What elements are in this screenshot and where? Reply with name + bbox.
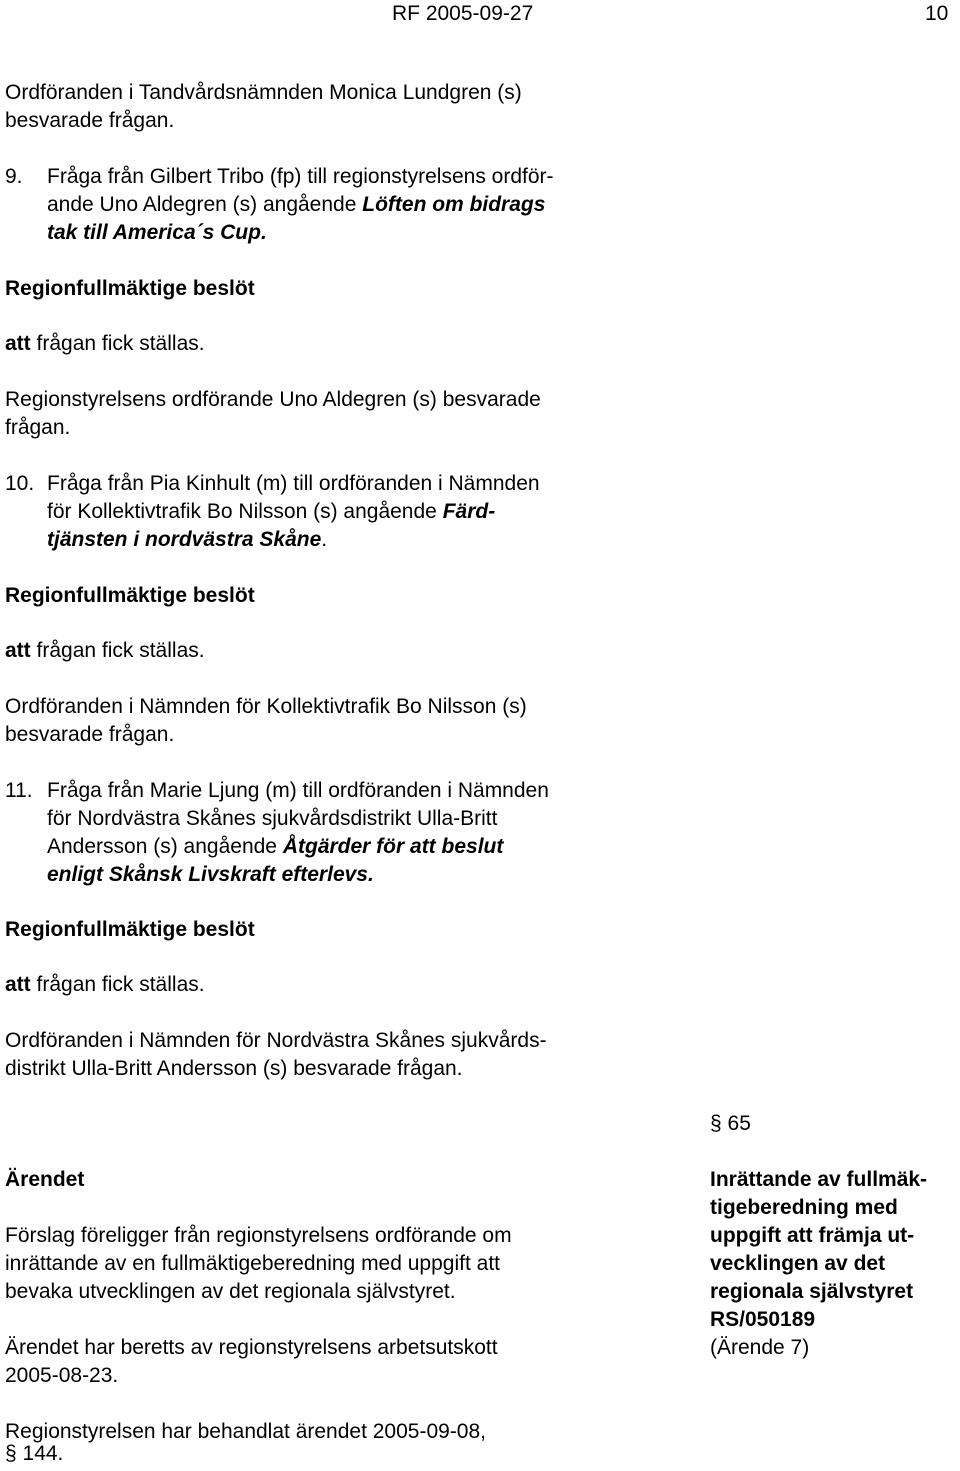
decision-text: [5, 637, 205, 665]
question-line: Fråga från Gilbert Tribo (fp) till regionstyrelsens ordför-: [47, 165, 554, 188]
decision-rest: frågan fick ställas.: [30, 332, 205, 355]
question-text: .: [321, 528, 328, 551]
paragraph-line: Regionstyrelsen har behandlat ärendet 2005-09-08,: [5, 1420, 487, 1443]
side-title-line: regionala självstyret: [710, 1280, 914, 1303]
side-title-line: vecklingen av det: [710, 1252, 886, 1275]
case-number: RS/050189: [710, 1308, 816, 1331]
paragraph-line: Ordföranden i Nämnden för Nordvästra Skånes sjukvårds-: [5, 1029, 547, 1052]
question-subject: Färd-: [442, 500, 496, 523]
decision-heading: Regionfullmäktige beslöt: [5, 584, 255, 607]
paragraph-line: Regionstyrelsens ordförande Uno Aldegren (s) besvarade: [5, 388, 541, 411]
paragraph-line: distrikt Ulla-Britt Andersson (s) besvarade frågan.: [5, 1057, 463, 1080]
paragraph-line: Ordföranden i Tandvårdsnämnden Monica Lundgren (s): [5, 81, 522, 104]
att-keyword: att: [5, 332, 31, 355]
question-subject: Åtgärder för att beslut: [282, 835, 504, 858]
header-date: RF 2005-09-27: [392, 2, 534, 25]
decision-text: [5, 330, 205, 358]
side-title-line: uppgift att främja ut-: [710, 1224, 915, 1247]
question-text: för Kollektivtrafik Bo Nilsson (s) angående: [47, 500, 443, 523]
question-subject: tjänsten i nordvästra Skåne: [47, 528, 322, 551]
question-text: ande Uno Aldegren (s) angående: [47, 193, 363, 216]
question-line: [47, 526, 327, 554]
paragraph-line: frågan.: [5, 416, 71, 439]
question-line: Fråga från Pia Kinhult (m) till ordföranden i Nämnden: [47, 472, 540, 495]
question-subject: tak till America´s Cup.: [47, 221, 267, 244]
question-line: för Nordvästra Skånes sjukvårdsdistrikt Ulla-Britt: [47, 807, 498, 830]
question-subject: Löften om bidrags: [362, 193, 546, 216]
item-number: 9.: [5, 165, 23, 188]
question-subject: enligt Skånsk Livskraft efterlevs.: [47, 863, 374, 886]
question-line: Fråga från Marie Ljung (m) till ordföranden i Nämnden: [47, 779, 549, 802]
paragraph-line: besvarade frågan.: [5, 723, 175, 746]
paragraph-line: 2005-08-23.: [5, 1364, 119, 1387]
case-reference: (Ärende 7): [710, 1336, 810, 1359]
paragraph-line: § 144.: [5, 1442, 64, 1465]
decision-text: [5, 971, 205, 999]
section-heading: Ärendet: [5, 1168, 85, 1191]
att-keyword: att: [5, 639, 31, 662]
decision-rest: frågan fick ställas.: [30, 639, 205, 662]
paragraph-line: Ärendet har beretts av regionstyrelsens arbetsutskott: [5, 1336, 498, 1359]
paragraph-line: inrättande av en fullmäktigeberedning med uppgift att: [5, 1252, 500, 1275]
question-line: [47, 191, 545, 219]
paragraph-line: besvarade frågan.: [5, 109, 175, 132]
decision-heading: Regionfullmäktige beslöt: [5, 918, 255, 941]
decision-rest: frågan fick ställas.: [30, 973, 205, 996]
side-title-line: Inrättande av fullmäk-: [710, 1168, 928, 1191]
question-line: [47, 833, 503, 861]
item-number: 10.: [5, 472, 35, 495]
paragraph-line: bevaka utvecklingen av det regionala självstyret.: [5, 1280, 456, 1303]
item-number: 11.: [5, 779, 33, 802]
paragraph-line: Ordföranden i Nämnden för Kollektivtrafik Bo Nilsson (s): [5, 695, 527, 718]
page-number: 10: [925, 2, 949, 25]
side-title-line: tigeberedning med: [710, 1196, 898, 1219]
paragraph-line: Förslag föreligger från regionstyrelsens ordförande om: [5, 1224, 512, 1247]
att-keyword: att: [5, 973, 31, 996]
section-number: § 65: [710, 1112, 751, 1135]
decision-heading: Regionfullmäktige beslöt: [5, 277, 255, 300]
question-text: Andersson (s) angående: [47, 835, 283, 858]
question-line: [47, 498, 495, 526]
